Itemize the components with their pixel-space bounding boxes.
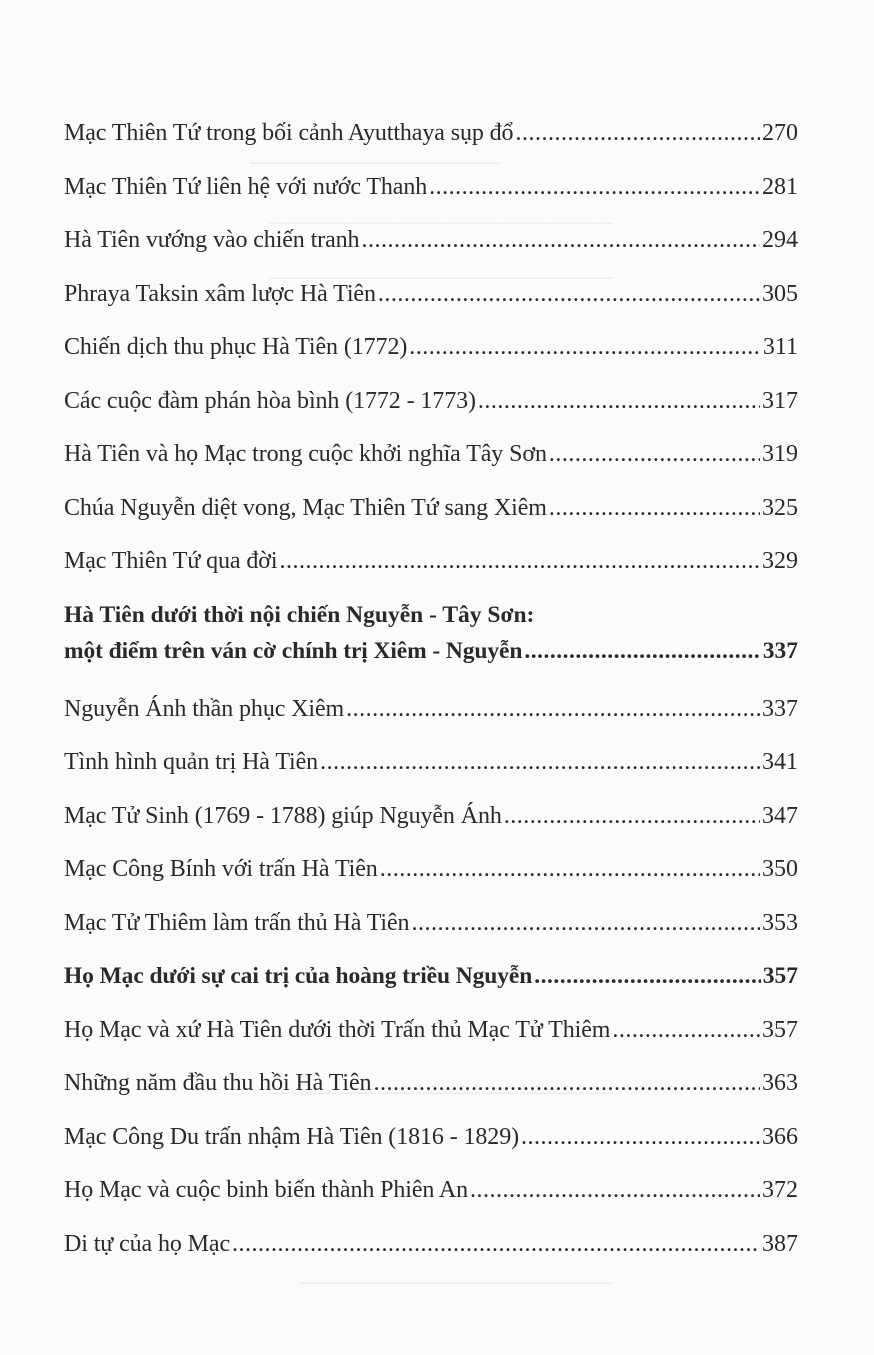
toc-leader-dots: [515, 118, 760, 148]
toc-entry-title: Mạc Công Du trấn nhậm Hà Tiên (1816 - 1829): [64, 1123, 519, 1150]
toc-section-heading: [64, 590, 798, 684]
toc-entry-page: 372: [762, 1177, 798, 1203]
toc-section-line2: [64, 636, 798, 684]
toc-entry: [64, 684, 798, 738]
toc-entry-title: Tình hình quản trị Hà Tiên: [64, 749, 319, 775]
toc-leader-dots: [373, 1068, 760, 1098]
toc-entry: [64, 1219, 798, 1273]
toc-leader-dots: [380, 854, 760, 884]
toc-entry-page: 281: [762, 173, 798, 200]
toc-entry-page: 337: [762, 695, 798, 722]
toc-entry-title: Hà Tiên vướng vào chiến tranh: [64, 227, 360, 253]
toc-entry-page: 317: [762, 387, 798, 414]
toc-entry: [64, 536, 798, 590]
toc-section-heading: [64, 951, 798, 1005]
toc-entry: [64, 215, 798, 269]
toc-entry-title: Mạc Tử Thiêm làm trấn thủ Hà Tiên: [64, 909, 410, 936]
toc-entry-page: 363: [762, 1070, 798, 1096]
toc-section-page: 337: [762, 637, 798, 664]
toc-section-title-line1: Hà Tiên dưới thời nội chiến Nguyễn - Tây Sơn:: [64, 601, 535, 628]
toc-entry-title: Di tự của họ Mạc: [64, 1230, 231, 1257]
toc-entry-title: Chiến dịch thu phục Hà Tiên (1772): [64, 334, 408, 360]
toc-entry-page: 347: [762, 802, 798, 829]
toc-entry-page: 341: [762, 749, 798, 775]
toc-leader-dots: [478, 386, 760, 416]
toc-entry: [64, 162, 798, 216]
toc-entry-title: Phraya Taksin xâm lược Hà Tiên: [64, 280, 376, 307]
toc-leader-dots: [279, 546, 760, 576]
toc-entry-page: 329: [762, 548, 798, 574]
toc-entry-page: 270: [762, 120, 798, 146]
toc-leader-dots: [504, 801, 760, 831]
toc-section-title-line2: một điểm trên ván cờ chính trị Xiêm - Nguyễn: [64, 637, 523, 664]
toc-leader-dots: [378, 279, 760, 309]
toc-entry-page: 366: [762, 1123, 798, 1150]
toc-entry-title: Mạc Thiên Tứ liên hệ với nước Thanh: [64, 173, 428, 200]
toc-entry: [64, 1112, 798, 1166]
toc-entry: [64, 844, 798, 898]
toc-entry: [64, 1058, 798, 1112]
toc-entry-page: 350: [762, 856, 798, 882]
toc-leader-dots: [346, 694, 760, 724]
toc-entry-title: Hà Tiên và họ Mạc trong cuộc khởi nghĩa Tây Sơn: [64, 441, 547, 467]
table-of-contents: [64, 108, 798, 1272]
toc-entry-page: 319: [762, 441, 798, 467]
toc-leader-dots: [534, 961, 761, 991]
toc-leader-dots: [521, 1122, 760, 1152]
reverse-page-show-through: ──────────────── ────────────────────── ────────────────────── ────────────────────── ────────────────────: [250, 150, 613, 1295]
toc-section-page: 357: [762, 963, 798, 989]
toc-entry-page: 305: [762, 280, 798, 307]
toc-leader-dots: [409, 332, 761, 362]
toc-entry: [64, 737, 798, 791]
toc-entry: [64, 429, 798, 483]
toc-section-title: Họ Mạc dưới sự cai trị của hoàng triều Nguyễn: [64, 963, 533, 989]
toc-entry: [64, 1165, 798, 1219]
toc-leader-dots: [429, 172, 760, 202]
toc-entry-title: Họ Mạc và cuộc binh biến thành Phiên An: [64, 1177, 469, 1203]
toc-entry-page: 325: [762, 494, 798, 521]
toc-entry-title: Nguyễn Ánh thần phục Xiêm: [64, 695, 345, 722]
toc-entry-page: 387: [762, 1230, 798, 1257]
toc-entry: [64, 898, 798, 952]
toc-entry-title: Các cuộc đàm phán hòa bình (1772 - 1773): [64, 387, 476, 414]
toc-entry-title: Chúa Nguyễn diệt vong, Mạc Thiên Tứ sang Xiêm: [64, 494, 547, 521]
toc-entry: [64, 483, 798, 537]
toc-leader-dots: [549, 493, 760, 523]
toc-leader-dots: [411, 908, 760, 938]
toc-leader-dots: [232, 1229, 760, 1259]
toc-entry-title: Những năm đầu thu hồi Hà Tiên: [64, 1070, 372, 1096]
toc-leader-dots: [612, 1015, 760, 1045]
toc-entry-page: 353: [762, 909, 798, 936]
toc-entry-title: Mạc Thiên Tứ trong bối cảnh Ayutthaya sụp đổ: [64, 120, 514, 146]
toc-entry-title: Mạc Tử Sinh (1769 - 1788) giúp Nguyễn Ánh: [64, 802, 502, 829]
toc-entry-page: 294: [762, 227, 798, 253]
toc-entry-page: 311: [762, 334, 798, 360]
toc-entry: [64, 791, 798, 845]
toc-leader-dots: [320, 747, 760, 777]
toc-leader-dots: [470, 1175, 760, 1205]
toc-entry: [64, 108, 798, 162]
toc-entry: [64, 376, 798, 430]
toc-entry: [64, 322, 798, 376]
toc-entry: [64, 1005, 798, 1059]
toc-leader-dots: [361, 225, 760, 255]
toc-leader-dots: [549, 439, 760, 469]
toc-entry-page: 357: [762, 1016, 798, 1043]
toc-entry-title: Mạc Công Bính với trấn Hà Tiên: [64, 856, 378, 882]
toc-entry-title: Họ Mạc và xứ Hà Tiên dưới thời Trấn thủ Mạc Tử Thiêm: [64, 1016, 611, 1043]
toc-leader-dots: [524, 636, 760, 666]
toc-entry-title: Mạc Thiên Tứ qua đời: [64, 548, 278, 574]
toc-entry: [64, 269, 798, 323]
